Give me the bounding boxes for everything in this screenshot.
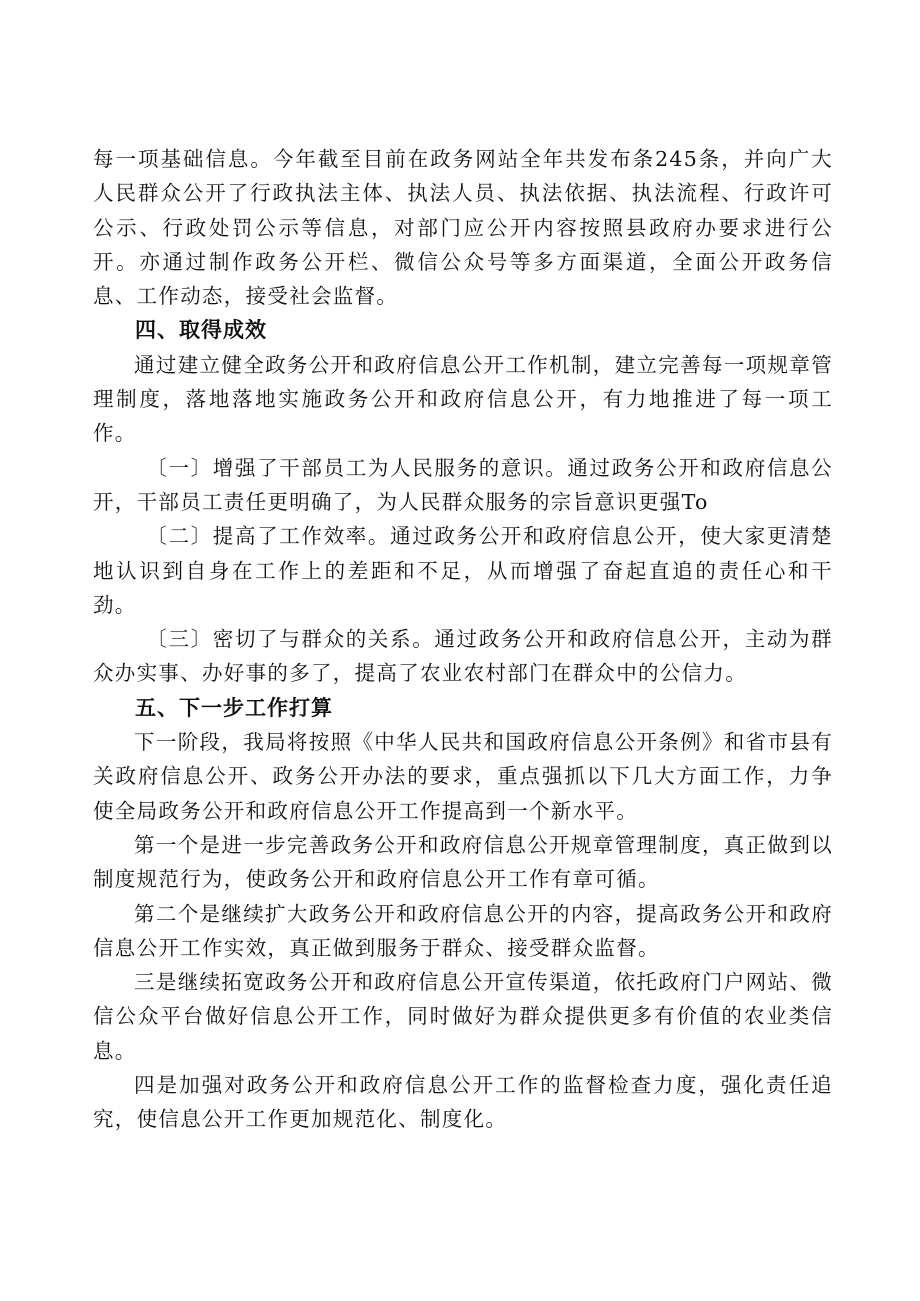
section-heading-results: 四、取得成效: [135, 318, 267, 343]
results-item-3: 〔三〕密切了与群众的关系。通过政务公开和政府信息公开，主动为群众办实事、办好事的多了，提高了农业农村部门在群众中的公信力。: [93, 627, 833, 686]
results-lead-paragraph: 通过建立健全政务公开和政府信息公开工作机制，建立完善每一项规章管理制度，落地落地实施政务公开和政府信息公开，有力地推进了每一项工作。: [93, 352, 833, 446]
next-steps-paragraph-3: 第二个是继续扩大政务公开和政府信息公开的内容，提高政务公开和政府信息公开工作实效，真正做到服务于群众、接受群众监督。: [93, 901, 833, 960]
document-page: [93, 142, 833, 1137]
results-item-2: 〔二〕提高了工作效率。通过政务公开和政府信息公开，使大家更清楚地认识到自身在工作上的差距和不足，从而增强了奋起直追的责任心和干劲。: [93, 524, 833, 617]
next-steps-paragraph-2: 第一个是进一步完善政务公开和政府信息公开规章管理制度，真正做到以制度规范行为，使政务公开和政府信息公开工作有章可循。: [93, 832, 833, 892]
intro-paragraph: 每一项基础信息。今年截至目前在政务网站全年共发布条245条，并向广大人民群众公开了行政执法主体、执法人员、执法依据、执法流程、行政许可公示、行政处罚公示等信息，对部门应公开内容按照县政府办要求进行公开。亦通过制作政务公开栏、微信公众号等多方面渠道，全面公开政务信息、工作动态，接受社会监督。: [93, 147, 833, 309]
next-steps-paragraph-1: 下一阶段，我局将按照《中华人民共和国政府信息公开条例》和省市县有关政府信息公开、政务公开办法的要求，重点强抓以下几大方面工作，力争使全局政务公开和政府信息公开工作提高到一个新水平。: [93, 730, 833, 823]
next-steps-paragraph-5: 四是加强对政务公开和政府信息公开工作的监督检查力度，强化责任追究，使信息公开工作更加规范化、制度化。: [93, 1073, 833, 1132]
section-heading-next-steps: 五、下一步工作打算: [135, 695, 333, 720]
results-item-1: 〔一〕增强了干部员工为人民服务的意识。通过政务公开和政府信息公开，干部员工责任更明确了，为人民群众服务的宗旨意识更强To: [93, 455, 833, 514]
next-steps-paragraph-4: 三是继续拓宽政务公开和政府信息公开宣传渠道，依托政府门户网站、微信公众平台做好信息公开工作，同时做好为群众提供更多有价值的农业类信息。: [93, 970, 833, 1063]
